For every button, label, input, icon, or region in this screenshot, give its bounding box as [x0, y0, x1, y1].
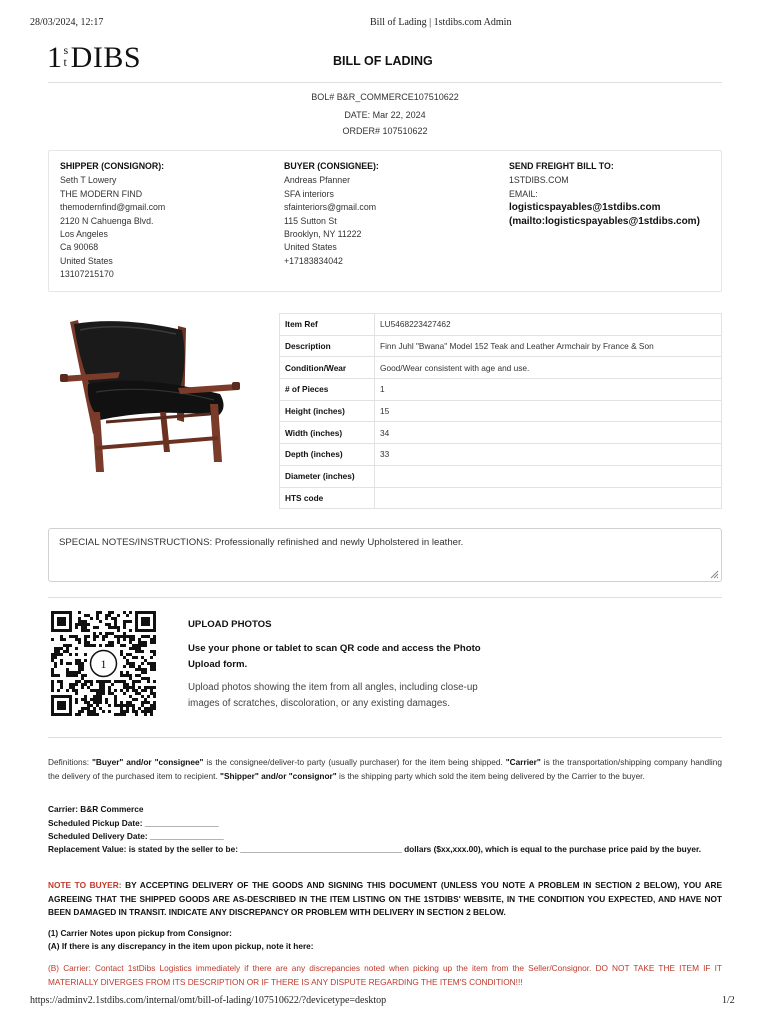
- carrier-name: Carrier: B&R Commerce: [48, 804, 144, 814]
- table-row: [280, 400, 722, 422]
- item-value: 33: [375, 444, 722, 466]
- buyer-block: [284, 160, 379, 268]
- buyer-heading: BUYER (CONSIGNEE):: [284, 161, 379, 171]
- shipper-line: THE MODERN FIND: [60, 188, 143, 199]
- replacement-value: Replacement Value: is stated by the seller to be: ___________________________________ dollars ($xx,xxx.00), which is equal to the purchase price paid by the buyer.: [48, 844, 702, 854]
- carrier-notes-b: (B) Carrier: Contact 1stDibs Logistics immediately if there are any discrepancies noted when picking up the item from the Seller/Consignor. DO NOT TAKE THE ITEM IF IT MATERIALLY DIVERGES FROM ITS DESCRIPTION OR IF THERE IS ANY DISPUTE REGARDING THE ITEM'S CONDITION!!!: [48, 963, 722, 987]
- freight-heading: SEND FREIGHT BILL TO:: [509, 161, 614, 171]
- shipper-line: Seth T Lowery: [60, 175, 117, 186]
- shipper-line: themodernfind@gmail.com: [60, 202, 166, 213]
- item-value: Finn Juhl "Bwana" Model 152 Teak and Leather Armchair by France & Son: [375, 335, 722, 357]
- buyer-line: Brooklyn, NY 11222: [284, 229, 362, 240]
- section-divider: [48, 737, 722, 738]
- bol-date: DATE: Mar 22, 2024: [344, 110, 426, 120]
- buyer-line: Andreas Pfanner: [284, 175, 351, 186]
- buyer-line: United States: [284, 242, 337, 253]
- footer-page-number: 1/2: [722, 995, 735, 1006]
- upload-instruction: Use your phone or tablet to scan QR code and access the Photo: [188, 643, 481, 654]
- item-label: HTS code: [280, 487, 375, 509]
- table-row: [280, 357, 722, 379]
- item-label: Depth (inches): [280, 444, 375, 466]
- upload-description: Upload photos showing the item from all angles, including close-up images of scratches, discoloration, or any existing damages.: [188, 682, 478, 709]
- scheduled-delivery: Scheduled Delivery Date: ________________: [48, 831, 224, 841]
- item-value: [375, 487, 722, 509]
- resize-handle-icon[interactable]: [709, 569, 719, 579]
- note-to-buyer-label: NOTE TO BUYER:: [48, 880, 122, 890]
- item-label: Description: [280, 335, 375, 357]
- table-row: [280, 335, 722, 357]
- freight-line: EMAIL:: [509, 188, 538, 199]
- shipper-line: 2120 N Cahuenga Blvd.: [60, 215, 154, 226]
- scheduled-pickup: Scheduled Pickup Date: ________________: [48, 818, 219, 828]
- definitions-paragraph: [48, 756, 722, 783]
- item-label: Width (inches): [280, 422, 375, 444]
- item-details-table: [279, 313, 722, 509]
- section-divider: [48, 597, 722, 598]
- item-label: Item Ref: [280, 314, 375, 336]
- item-value: 15: [375, 400, 722, 422]
- qr-code-icon[interactable]: [51, 611, 156, 716]
- footer-url: https://adminv2.1stdibs.com/internal/omt/bill-of-lading/107510622/?devicetype=desktop: [30, 995, 387, 1006]
- freight-block: [509, 160, 700, 229]
- buyer-line: SFA interiors: [284, 188, 334, 199]
- logo-one: 1: [47, 41, 63, 74]
- svg-text:1: 1: [100, 657, 107, 671]
- logo-t: t: [63, 55, 68, 69]
- freight-mailto: (mailto:logisticspayables@1stdibs.com): [509, 216, 700, 228]
- buyer-line: +17183834042: [284, 255, 343, 266]
- item-value: [375, 465, 722, 487]
- shipper-heading: SHIPPER (CONSIGNOR):: [60, 161, 165, 171]
- shipper-line: United States: [60, 255, 113, 266]
- note-to-buyer-text: BY ACCEPTING DELIVERY OF THE GOODS AND SIGNING THIS DOCUMENT (UNLESS YOU NOTE A PROBLEM IN SECTION 2 BELOW), YOU ARE AGREEING THAT THE SHIPPED GOODS ARE AS-DESCRIBED IN THE ITEM LISTING ON THE 1STDIBS' WEBSITE, IN THE CONDITION YOU EXPECTED, AND HAVE NOT BEEN DAMAGED IN TRANSIT. INDICATE ANY DISCREPANCY OR PROBLEM WITH DELIVERY IN SECTION 2 BELOW.: [48, 880, 722, 917]
- table-row: [280, 487, 722, 509]
- shipper-line: 13107215170: [60, 269, 114, 280]
- freight-email: logisticspayables@1stdibs.com: [509, 202, 661, 214]
- logo-st: [64, 44, 69, 68]
- definitions-prefix: Definitions:: [48, 757, 92, 767]
- note-to-buyer: [48, 879, 722, 920]
- logo-s: s: [63, 43, 69, 57]
- buyer-line: sfainteriors@gmail.com: [284, 202, 377, 213]
- carrier-notes-heading: (1) Carrier Notes upon pickup from Consignor:: [48, 928, 232, 938]
- item-value: 1: [375, 379, 722, 401]
- shipper-line: Los Angeles: [60, 229, 108, 240]
- special-notes-text: SPECIAL NOTES/INSTRUCTIONS: Professionally refinished and newly Upholstered in leather.: [59, 537, 464, 548]
- item-label: # of Pieces: [280, 379, 375, 401]
- buyer-term: "Buyer" and/or "consignee": [91, 757, 204, 767]
- item-label: Height (inches): [280, 400, 375, 422]
- item-value: LU5468223427462: [375, 314, 722, 336]
- special-notes-field[interactable]: [48, 528, 722, 582]
- item-label: Condition/Wear: [280, 357, 375, 379]
- upload-instruction-cont: Upload form.: [188, 659, 248, 670]
- shipper-definition: is the shipping party which sold the item being delivered by the Carrier to the buyer.: [336, 770, 645, 781]
- freight-line: 1STDIBS.COM: [509, 175, 569, 186]
- table-row: [280, 314, 722, 336]
- carrier-definition: is the transportation/shipping company handling the delivery of the purchased item to recipient.: [48, 757, 722, 781]
- bol-number: BOL# B&R_COMMERCE107510622: [311, 92, 459, 102]
- item-value: 34: [375, 422, 722, 444]
- carrier-notes-a: (A) If there is any discrepancy in the item upon pickup, note it here:: [48, 941, 314, 951]
- upload-photos-title: UPLOAD PHOTOS: [188, 619, 272, 630]
- carrier-term: "Carrier": [505, 757, 541, 767]
- shipper-line: Ca 90068: [60, 242, 99, 253]
- buyer-definition: is the consignee/deliver-to party (usually purchaser) for the item being shipped.: [203, 757, 506, 767]
- shipper-term: "Shipper" and/or "consignor": [220, 770, 337, 781]
- 1stdibs-logo: [47, 42, 141, 74]
- shipper-block: [60, 160, 165, 282]
- table-row: [280, 379, 722, 401]
- header-divider: [48, 82, 722, 83]
- item-value: Good/Wear consistent with age and use.: [375, 357, 722, 379]
- order-number: ORDER# 107510622: [342, 126, 428, 136]
- table-row: [280, 465, 722, 487]
- print-page-title: Bill of Lading | 1stdibs.com Admin: [370, 17, 512, 28]
- table-row: [280, 422, 722, 444]
- buyer-line: 115 Sutton St: [284, 215, 337, 226]
- table-row: [280, 444, 722, 466]
- item-label: Diameter (inches): [280, 465, 375, 487]
- logo-dibs: DIBS: [70, 41, 142, 74]
- document-title: BILL OF LADING: [333, 54, 433, 68]
- armchair-image: [60, 312, 250, 482]
- print-datetime: 28/03/2024, 12:17: [30, 17, 104, 28]
